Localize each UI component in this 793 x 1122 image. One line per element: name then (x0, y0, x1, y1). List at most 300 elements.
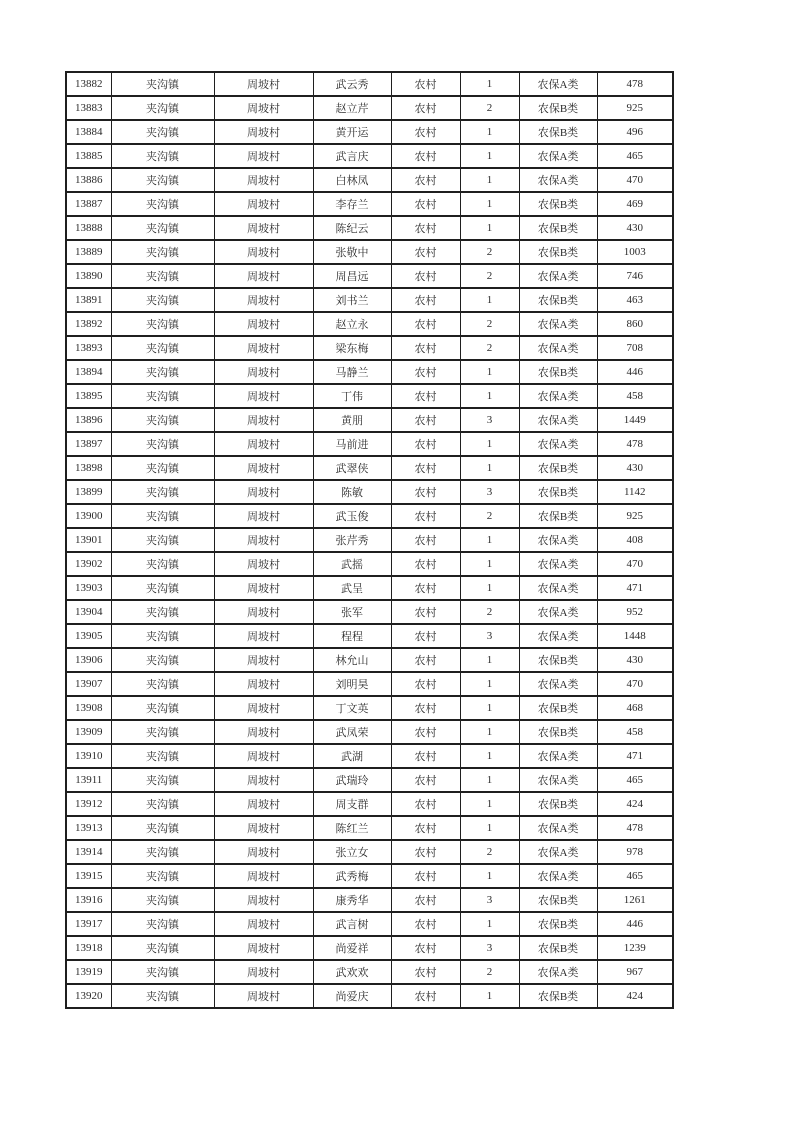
cell-insurance-category: 农保A类 (519, 168, 597, 192)
cell-amount: 1003 (597, 240, 673, 264)
cell-amount: 408 (597, 528, 673, 552)
table-row (66, 960, 673, 984)
cell-household-type: 农村 (391, 216, 460, 240)
cell-insurance-category: 农保A类 (519, 768, 597, 792)
cell-record-id: 13913 (66, 816, 111, 840)
cell-record-id: 13882 (66, 72, 111, 96)
cell-person-count: 2 (460, 960, 519, 984)
cell-insurance-category: 农保A类 (519, 384, 597, 408)
cell-town: 夹沟镇 (111, 960, 214, 984)
cell-insurance-category: 农保A类 (519, 552, 597, 576)
cell-town: 夹沟镇 (111, 504, 214, 528)
cell-amount: 463 (597, 288, 673, 312)
cell-town: 夹沟镇 (111, 240, 214, 264)
table-row (66, 336, 673, 360)
table-row (66, 696, 673, 720)
cell-town: 夹沟镇 (111, 816, 214, 840)
cell-village: 周坡村 (214, 576, 313, 600)
table-row (66, 504, 673, 528)
cell-household-type: 农村 (391, 888, 460, 912)
cell-person-count: 1 (460, 192, 519, 216)
cell-household-type: 农村 (391, 504, 460, 528)
cell-record-id: 13894 (66, 360, 111, 384)
cell-amount: 424 (597, 792, 673, 816)
cell-person-count: 2 (460, 840, 519, 864)
table-row (66, 864, 673, 888)
cell-amount: 967 (597, 960, 673, 984)
cell-household-type: 农村 (391, 72, 460, 96)
cell-record-id: 13916 (66, 888, 111, 912)
cell-town: 夹沟镇 (111, 840, 214, 864)
cell-person-count: 3 (460, 936, 519, 960)
cell-amount: 860 (597, 312, 673, 336)
cell-person-count: 1 (460, 768, 519, 792)
cell-town: 夹沟镇 (111, 72, 214, 96)
cell-insurance-category: 农保B类 (519, 912, 597, 936)
cell-village: 周坡村 (214, 72, 313, 96)
cell-person-name: 陈纪云 (313, 216, 391, 240)
cell-person-name: 周昌远 (313, 264, 391, 288)
table-row (66, 912, 673, 936)
cell-person-name: 武呈 (313, 576, 391, 600)
cell-record-id: 13918 (66, 936, 111, 960)
cell-insurance-category: 农保A类 (519, 312, 597, 336)
cell-record-id: 13898 (66, 456, 111, 480)
cell-household-type: 农村 (391, 960, 460, 984)
cell-insurance-category: 农保A类 (519, 144, 597, 168)
cell-village: 周坡村 (214, 840, 313, 864)
cell-person-name: 丁伟 (313, 384, 391, 408)
cell-village: 周坡村 (214, 624, 313, 648)
cell-insurance-category: 农保B类 (519, 936, 597, 960)
cell-record-id: 13902 (66, 552, 111, 576)
cell-person-count: 1 (460, 648, 519, 672)
table-row (66, 720, 673, 744)
cell-village: 周坡村 (214, 648, 313, 672)
cell-amount: 1449 (597, 408, 673, 432)
cell-town: 夹沟镇 (111, 528, 214, 552)
cell-record-id: 13901 (66, 528, 111, 552)
table-row (66, 984, 673, 1008)
cell-person-name: 李存兰 (313, 192, 391, 216)
cell-household-type: 农村 (391, 96, 460, 120)
cell-person-name: 黄开运 (313, 120, 391, 144)
cell-village: 周坡村 (214, 288, 313, 312)
cell-person-name: 武凤荣 (313, 720, 391, 744)
cell-village: 周坡村 (214, 192, 313, 216)
cell-record-id: 13896 (66, 408, 111, 432)
cell-insurance-category: 农保B类 (519, 696, 597, 720)
cell-town: 夹沟镇 (111, 792, 214, 816)
table-row (66, 192, 673, 216)
table-row (66, 72, 673, 96)
cell-insurance-category: 农保B类 (519, 288, 597, 312)
cell-insurance-category: 农保B类 (519, 456, 597, 480)
cell-insurance-category: 农保A类 (519, 336, 597, 360)
cell-town: 夹沟镇 (111, 456, 214, 480)
cell-person-name: 张立女 (313, 840, 391, 864)
cell-person-name: 武欢欢 (313, 960, 391, 984)
cell-insurance-category: 农保A类 (519, 576, 597, 600)
cell-person-count: 3 (460, 408, 519, 432)
cell-village: 周坡村 (214, 936, 313, 960)
cell-household-type: 农村 (391, 912, 460, 936)
cell-household-type: 农村 (391, 240, 460, 264)
cell-record-id: 13914 (66, 840, 111, 864)
cell-village: 周坡村 (214, 792, 313, 816)
cell-record-id: 13909 (66, 720, 111, 744)
cell-town: 夹沟镇 (111, 912, 214, 936)
cell-person-name: 武湖 (313, 744, 391, 768)
cell-village: 周坡村 (214, 168, 313, 192)
table-row (66, 408, 673, 432)
table-row (66, 600, 673, 624)
table-row (66, 576, 673, 600)
cell-town: 夹沟镇 (111, 984, 214, 1008)
records-table-body (66, 72, 673, 1008)
cell-insurance-category: 农保A类 (519, 864, 597, 888)
cell-insurance-category: 农保B类 (519, 192, 597, 216)
cell-record-id: 13893 (66, 336, 111, 360)
cell-person-name: 刘明昊 (313, 672, 391, 696)
cell-amount: 471 (597, 744, 673, 768)
cell-record-id: 13888 (66, 216, 111, 240)
cell-village: 周坡村 (214, 888, 313, 912)
cell-town: 夹沟镇 (111, 864, 214, 888)
cell-insurance-category: 农保B类 (519, 648, 597, 672)
cell-household-type: 农村 (391, 768, 460, 792)
cell-record-id: 13920 (66, 984, 111, 1008)
cell-amount: 446 (597, 360, 673, 384)
cell-amount: 478 (597, 72, 673, 96)
cell-amount: 952 (597, 600, 673, 624)
cell-record-id: 13912 (66, 792, 111, 816)
cell-household-type: 农村 (391, 192, 460, 216)
cell-town: 夹沟镇 (111, 672, 214, 696)
cell-household-type: 农村 (391, 552, 460, 576)
cell-record-id: 13900 (66, 504, 111, 528)
cell-town: 夹沟镇 (111, 480, 214, 504)
cell-person-name: 张敬中 (313, 240, 391, 264)
cell-record-id: 13919 (66, 960, 111, 984)
cell-insurance-category: 农保A类 (519, 960, 597, 984)
cell-person-name: 张军 (313, 600, 391, 624)
cell-household-type: 农村 (391, 576, 460, 600)
cell-amount: 925 (597, 96, 673, 120)
cell-person-name: 尚爱祥 (313, 936, 391, 960)
cell-person-count: 1 (460, 168, 519, 192)
cell-record-id: 13910 (66, 744, 111, 768)
cell-insurance-category: 农保A类 (519, 840, 597, 864)
cell-person-count: 1 (460, 552, 519, 576)
table-row (66, 144, 673, 168)
table-row (66, 384, 673, 408)
cell-insurance-category: 农保A类 (519, 72, 597, 96)
cell-amount: 1261 (597, 888, 673, 912)
cell-town: 夹沟镇 (111, 648, 214, 672)
cell-person-count: 1 (460, 792, 519, 816)
cell-amount: 470 (597, 552, 673, 576)
cell-amount: 465 (597, 144, 673, 168)
cell-person-name: 周支群 (313, 792, 391, 816)
cell-village: 周坡村 (214, 336, 313, 360)
cell-insurance-category: 农保B类 (519, 720, 597, 744)
cell-person-count: 1 (460, 528, 519, 552)
cell-person-name: 刘书兰 (313, 288, 391, 312)
cell-village: 周坡村 (214, 720, 313, 744)
cell-household-type: 农村 (391, 936, 460, 960)
records-table-container (65, 71, 674, 1009)
cell-person-name: 武秀梅 (313, 864, 391, 888)
cell-person-name: 康秀华 (313, 888, 391, 912)
cell-insurance-category: 农保B类 (519, 96, 597, 120)
table-row (66, 456, 673, 480)
cell-record-id: 13907 (66, 672, 111, 696)
cell-village: 周坡村 (214, 264, 313, 288)
cell-person-name: 武言树 (313, 912, 391, 936)
cell-amount: 470 (597, 672, 673, 696)
cell-town: 夹沟镇 (111, 168, 214, 192)
table-row (66, 840, 673, 864)
cell-record-id: 13899 (66, 480, 111, 504)
table-row (66, 312, 673, 336)
table-row (66, 768, 673, 792)
cell-insurance-category: 农保A类 (519, 624, 597, 648)
cell-household-type: 农村 (391, 696, 460, 720)
cell-person-count: 2 (460, 264, 519, 288)
cell-household-type: 农村 (391, 984, 460, 1008)
cell-insurance-category: 农保A类 (519, 816, 597, 840)
cell-household-type: 农村 (391, 336, 460, 360)
cell-record-id: 13911 (66, 768, 111, 792)
cell-person-name: 马前进 (313, 432, 391, 456)
cell-household-type: 农村 (391, 120, 460, 144)
table-row (66, 648, 673, 672)
cell-record-id: 13887 (66, 192, 111, 216)
cell-village: 周坡村 (214, 504, 313, 528)
cell-town: 夹沟镇 (111, 96, 214, 120)
cell-household-type: 农村 (391, 720, 460, 744)
cell-village: 周坡村 (214, 96, 313, 120)
cell-person-name: 武言庆 (313, 144, 391, 168)
cell-town: 夹沟镇 (111, 120, 214, 144)
cell-insurance-category: 农保B类 (519, 216, 597, 240)
table-row (66, 480, 673, 504)
cell-record-id: 13897 (66, 432, 111, 456)
cell-person-name: 武瑞玲 (313, 768, 391, 792)
cell-town: 夹沟镇 (111, 216, 214, 240)
cell-person-count: 1 (460, 672, 519, 696)
cell-insurance-category: 农保A类 (519, 672, 597, 696)
cell-record-id: 13904 (66, 600, 111, 624)
cell-town: 夹沟镇 (111, 624, 214, 648)
cell-household-type: 农村 (391, 360, 460, 384)
cell-insurance-category: 农保B类 (519, 984, 597, 1008)
cell-amount: 468 (597, 696, 673, 720)
cell-amount: 1239 (597, 936, 673, 960)
cell-village: 周坡村 (214, 984, 313, 1008)
cell-person-count: 1 (460, 720, 519, 744)
cell-amount: 1142 (597, 480, 673, 504)
cell-person-name: 陈敏 (313, 480, 391, 504)
cell-person-count: 1 (460, 912, 519, 936)
records-table (65, 71, 674, 1009)
cell-amount: 746 (597, 264, 673, 288)
cell-record-id: 13890 (66, 264, 111, 288)
cell-village: 周坡村 (214, 144, 313, 168)
cell-amount: 465 (597, 864, 673, 888)
table-row (66, 120, 673, 144)
cell-insurance-category: 农保A类 (519, 528, 597, 552)
cell-person-count: 3 (460, 480, 519, 504)
cell-record-id: 13895 (66, 384, 111, 408)
cell-town: 夹沟镇 (111, 744, 214, 768)
cell-person-count: 1 (460, 696, 519, 720)
cell-amount: 470 (597, 168, 673, 192)
cell-person-count: 1 (460, 576, 519, 600)
cell-person-count: 1 (460, 288, 519, 312)
cell-person-name: 武玉俊 (313, 504, 391, 528)
cell-insurance-category: 农保B类 (519, 360, 597, 384)
cell-town: 夹沟镇 (111, 192, 214, 216)
cell-person-count: 2 (460, 240, 519, 264)
cell-town: 夹沟镇 (111, 408, 214, 432)
cell-village: 周坡村 (214, 864, 313, 888)
cell-person-count: 2 (460, 96, 519, 120)
cell-record-id: 13892 (66, 312, 111, 336)
cell-household-type: 农村 (391, 384, 460, 408)
cell-insurance-category: 农保A类 (519, 408, 597, 432)
cell-amount: 424 (597, 984, 673, 1008)
cell-town: 夹沟镇 (111, 144, 214, 168)
cell-town: 夹沟镇 (111, 552, 214, 576)
cell-record-id: 13885 (66, 144, 111, 168)
cell-amount: 458 (597, 384, 673, 408)
cell-household-type: 农村 (391, 264, 460, 288)
table-row (66, 264, 673, 288)
cell-insurance-category: 农保B类 (519, 888, 597, 912)
cell-household-type: 农村 (391, 864, 460, 888)
cell-household-type: 农村 (391, 312, 460, 336)
cell-person-count: 1 (460, 984, 519, 1008)
cell-village: 周坡村 (214, 768, 313, 792)
cell-town: 夹沟镇 (111, 576, 214, 600)
cell-village: 周坡村 (214, 360, 313, 384)
cell-person-name: 武翠侠 (313, 456, 391, 480)
cell-household-type: 农村 (391, 288, 460, 312)
cell-record-id: 13889 (66, 240, 111, 264)
cell-person-count: 1 (460, 120, 519, 144)
cell-amount: 925 (597, 504, 673, 528)
cell-insurance-category: 农保A类 (519, 432, 597, 456)
cell-person-count: 1 (460, 72, 519, 96)
cell-town: 夹沟镇 (111, 768, 214, 792)
cell-person-count: 1 (460, 456, 519, 480)
cell-village: 周坡村 (214, 240, 313, 264)
cell-person-name: 陈红兰 (313, 816, 391, 840)
cell-village: 周坡村 (214, 432, 313, 456)
cell-amount: 430 (597, 648, 673, 672)
cell-amount: 1448 (597, 624, 673, 648)
table-row (66, 432, 673, 456)
cell-amount: 978 (597, 840, 673, 864)
cell-village: 周坡村 (214, 216, 313, 240)
cell-person-count: 2 (460, 504, 519, 528)
cell-person-count: 1 (460, 864, 519, 888)
cell-household-type: 农村 (391, 528, 460, 552)
cell-amount: 478 (597, 816, 673, 840)
cell-person-name: 黄朋 (313, 408, 391, 432)
cell-person-count: 1 (460, 360, 519, 384)
cell-person-name: 武云秀 (313, 72, 391, 96)
cell-amount: 458 (597, 720, 673, 744)
cell-household-type: 农村 (391, 672, 460, 696)
cell-person-name: 赵立永 (313, 312, 391, 336)
cell-household-type: 农村 (391, 744, 460, 768)
table-row (66, 360, 673, 384)
cell-person-name: 丁文英 (313, 696, 391, 720)
table-row (66, 168, 673, 192)
cell-person-count: 1 (460, 384, 519, 408)
cell-village: 周坡村 (214, 480, 313, 504)
cell-household-type: 农村 (391, 408, 460, 432)
cell-amount: 478 (597, 432, 673, 456)
cell-amount: 465 (597, 768, 673, 792)
cell-household-type: 农村 (391, 792, 460, 816)
table-row (66, 240, 673, 264)
cell-amount: 708 (597, 336, 673, 360)
table-row (66, 744, 673, 768)
table-row (66, 816, 673, 840)
cell-person-count: 3 (460, 624, 519, 648)
cell-person-name: 赵立芹 (313, 96, 391, 120)
table-row (66, 672, 673, 696)
table-row (66, 624, 673, 648)
cell-amount: 430 (597, 456, 673, 480)
table-row (66, 888, 673, 912)
cell-record-id: 13891 (66, 288, 111, 312)
cell-town: 夹沟镇 (111, 720, 214, 744)
cell-household-type: 农村 (391, 432, 460, 456)
cell-village: 周坡村 (214, 552, 313, 576)
cell-insurance-category: 农保B类 (519, 792, 597, 816)
cell-household-type: 农村 (391, 624, 460, 648)
cell-household-type: 农村 (391, 840, 460, 864)
table-row (66, 528, 673, 552)
cell-insurance-category: 农保A类 (519, 744, 597, 768)
cell-town: 夹沟镇 (111, 264, 214, 288)
cell-person-name: 马静兰 (313, 360, 391, 384)
cell-household-type: 农村 (391, 480, 460, 504)
cell-household-type: 农村 (391, 600, 460, 624)
cell-village: 周坡村 (214, 600, 313, 624)
cell-person-name: 白林凤 (313, 168, 391, 192)
cell-person-count: 1 (460, 744, 519, 768)
cell-village: 周坡村 (214, 816, 313, 840)
cell-person-name: 张芹秀 (313, 528, 391, 552)
cell-insurance-category: 农保B类 (519, 504, 597, 528)
cell-village: 周坡村 (214, 312, 313, 336)
cell-town: 夹沟镇 (111, 432, 214, 456)
cell-household-type: 农村 (391, 144, 460, 168)
cell-town: 夹沟镇 (111, 936, 214, 960)
cell-village: 周坡村 (214, 456, 313, 480)
cell-person-count: 3 (460, 888, 519, 912)
table-row (66, 288, 673, 312)
cell-insurance-category: 农保B类 (519, 480, 597, 504)
table-row (66, 792, 673, 816)
cell-record-id: 13884 (66, 120, 111, 144)
